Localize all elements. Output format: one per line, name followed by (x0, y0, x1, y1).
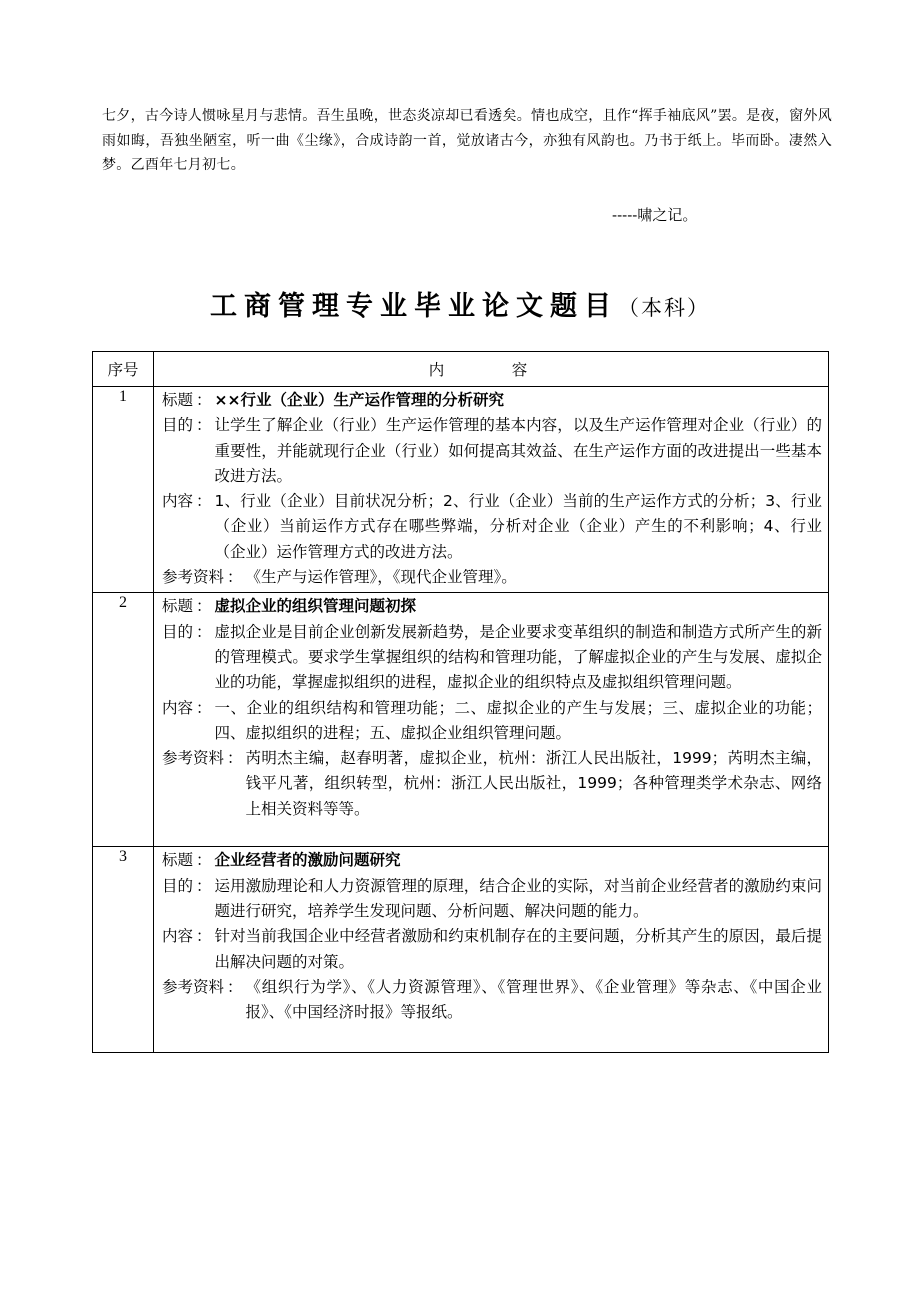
topic-content: 内容 ： 1、行业（企业）目前状况分析；2、行业（企业）当前的生产运作方式的分析；3、行业（企业）当前运作方式存在哪些弊端，分析对企业（企业）产生的不利影响；4、行业（企业）运作管理方式的改进方法。 (162, 492, 822, 561)
row-number: 1 (93, 387, 154, 593)
table-row (93, 847, 829, 1053)
topic-content: 内容 ： 一、企业的组织结构和管理功能；二、虚拟企业的产生与发展；三、虚拟企业的功能；四、虚拟组织的进程；五、虚拟企业组织管理问题。 (162, 698, 822, 742)
row-content (154, 593, 829, 847)
topic-content: 内容 ： 针对当前我国企业中经营者激励和约束机制存在的主要问题，分析其产生的原因，最后提出解决问题的对策。 (162, 927, 822, 971)
topic-references: 参考资料 ： 《组织行为学》、《人力资源管理》、《管理世界》、《企业管理》等杂志、《中国企业报》、《中国经济时报》等报纸。 (162, 977, 822, 1022)
topic-references: 参考资料 ： 《生产与运作管理》，《现代企业管理》。 (162, 568, 517, 587)
table-row (93, 387, 829, 593)
header-content: 内 容 (154, 352, 829, 387)
signature: -----啸之记。 (612, 206, 698, 224)
topic-title: 标题 ： ××行业（企业）生产运作管理的分析研究 (162, 391, 505, 409)
topic-references: 参考资料 ： 芮明杰主编，赵春明著，虚拟企业，杭州：浙江人民出版社，1999；芮明杰主编，钱平凡著，组织转型，杭州：浙江人民出版社，1999；各种管理类学术杂志、网络上相关资料等等。 (162, 749, 822, 818)
row-number: 3 (93, 847, 154, 1053)
topic-title: 标题 ： 虚拟企业的组织管理问题初探 (162, 597, 417, 616)
topic-purpose: 目的 ： 运用激励理论和人力资源管理的原理，结合企业的实际，对当前企业经营者的激励约束问题进行研究，培养学生发现问题、分析问题、解决问题的能力。 (162, 876, 822, 920)
page-title-main: 工商管理专业毕业论文题目 (210, 291, 618, 322)
page-title (0, 284, 920, 323)
thesis-topics-table (92, 351, 829, 1053)
topic-title: 标题 ： 企业经营者的激励问题研究 (162, 851, 401, 870)
row-content (154, 387, 829, 593)
topic-purpose: 目的 ： 虚拟企业是目前企业创新发展新趋势，是企业要求变革组织的制造和制造方式所产生的新的管理模式。要求学生掌握组织的结构和管理功能，了解虚拟企业的产生与发展、虚拟企业的功能，掌握虚拟组织的进程，虚拟企业的组织特点及虚拟组织管理问题。 (162, 622, 822, 692)
row-number: 2 (93, 593, 154, 847)
preface-paragraph: 七夕，古今诗人惯咏星月与悲情。吾生虽晚，世态炎凉却已看透矣。情也成空，且作“挥手袖底风”罢。是夜，窗外风雨如晦，吾独坐陋室，听一曲《尘缘》，合成诗韵一首，觉放诸古今，亦独有风韵也。乃书于纸上。毕而卧。凄然入梦。乙酉年七月初七。 (102, 108, 832, 173)
topic-purpose: 目的 ： 让学生了解企业（行业）生产运作管理的基本内容，以及生产运作管理对企业（行业）的重要性，并能就现行企业（行业）如何提高其效益、在生产运作方面的改进提出一些基本改进方法。 (162, 416, 822, 485)
table-row (93, 593, 829, 847)
page-title-sub: （本科） (618, 296, 710, 320)
table-header-row (93, 352, 829, 387)
header-num: 序号 (93, 352, 154, 387)
row-content (154, 847, 829, 1053)
